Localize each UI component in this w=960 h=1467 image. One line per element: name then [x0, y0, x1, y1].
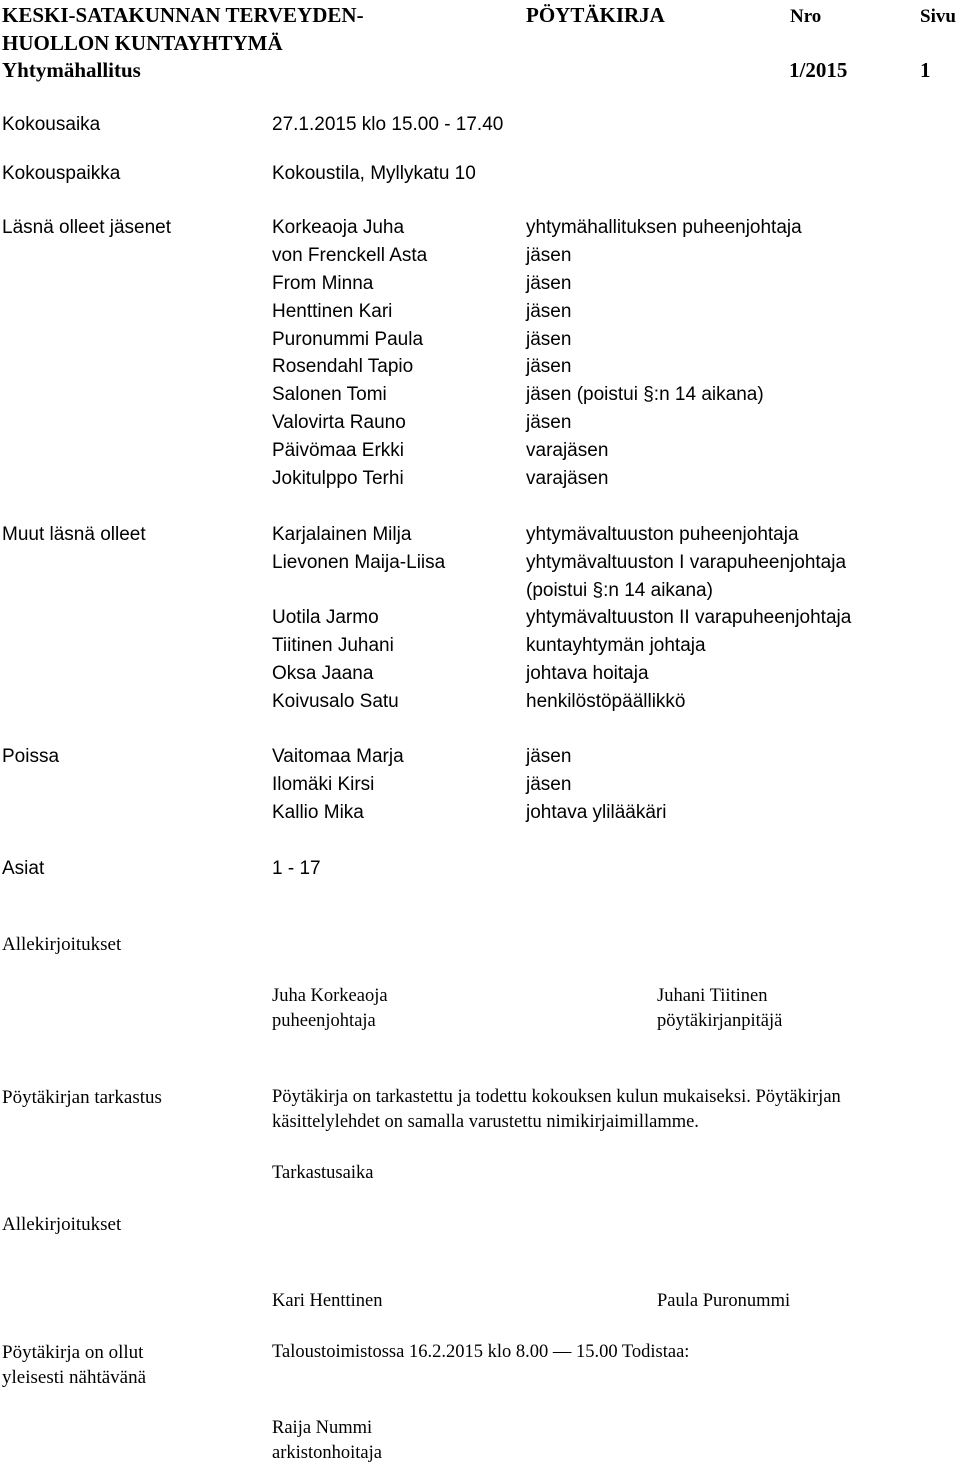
archivist-title: arkistonhoitaja: [272, 1443, 382, 1463]
attendee-role: yhtymävaltuuston I varapuheenjohtaja: [526, 552, 847, 573]
attendee-name: Uotila Jarmo: [272, 607, 379, 628]
meeting-place-value: Kokoustila, Myllykatu 10: [272, 163, 476, 184]
attendee-role: jäsen: [526, 329, 572, 350]
attendee-name: From Minna: [272, 273, 374, 294]
secretary-title: pöytäkirjanpitäjä: [657, 1011, 783, 1031]
reviewer-name-left: Kari Henttinen: [272, 1291, 383, 1311]
attendee-name: von Frenckell Asta: [272, 245, 428, 266]
attendee-name: Koivusalo Satu: [272, 691, 399, 712]
attendee-role: jäsen (poistui §:n 14 aikana): [526, 384, 764, 405]
attendee-role: jäsen: [526, 356, 572, 377]
organization-name-line2: HUOLLON KUNTAYHTYMÄ: [2, 31, 283, 55]
chair-title: puheenjohtaja: [272, 1011, 376, 1031]
attendee-name: Puronummi Paula: [272, 329, 424, 350]
attendee-role: johtava ylilääkäri: [526, 802, 667, 823]
attendee-name: Valovirta Rauno: [272, 412, 406, 433]
secretary-name: Juhani Tiitinen: [657, 986, 768, 1006]
attendee-name: Salonen Tomi: [272, 384, 387, 405]
meeting-place-label: Kokouspaikka: [2, 163, 121, 184]
attendee-role: henkilöstöpäällikkö: [526, 691, 686, 712]
attendee-role: yhtymävaltuuston II varapuheenjohtaja: [526, 607, 852, 628]
attendee-name: Päivömaa Erkki: [272, 440, 404, 461]
attendee-role: kuntayhtymän johtaja: [526, 635, 706, 656]
attendee-name: Tiitinen Juhani: [272, 635, 394, 656]
document-type: PÖYTÄKIRJA: [526, 3, 665, 27]
attendee-name: Rosendahl Tapio: [272, 356, 414, 377]
sivu-value: 1: [920, 58, 931, 82]
attendee-name: Korkeaoja Juha: [272, 217, 405, 238]
attendee-role: jäsen: [526, 301, 572, 322]
attendee-role-continuation: (poistui §:n 14 aikana): [526, 580, 713, 601]
review-text-line1: Pöytäkirja on tarkastettu ja todettu kokouksen kulun mukaiseksi. Pöytäkirjan: [272, 1087, 841, 1107]
attendee-role: yhtymähallituksen puheenjohtaja: [526, 217, 802, 238]
attendee-role: varajäsen: [526, 440, 609, 461]
review-label: Pöytäkirjan tarkastus: [2, 1087, 162, 1108]
chair-name: Juha Korkeaoja: [272, 986, 388, 1006]
review-signatures-label: Allekirjoitukset: [2, 1214, 122, 1235]
archivist-name: Raija Nummi: [272, 1418, 373, 1438]
governing-body: Yhtymähallitus: [2, 58, 141, 82]
attendee-role: jäsen: [526, 412, 572, 433]
nro-label: Nro: [790, 6, 822, 27]
attendee-role: jäsen: [526, 774, 572, 795]
reviewer-name-right: Paula Puronummi: [657, 1291, 791, 1311]
organization-name-line1: KESKI-SATAKUNNAN TERVEYDEN-: [2, 3, 364, 27]
present-members-label: Läsnä olleet jäsenet: [2, 217, 172, 238]
public-display-label-line2: yleisesti nähtävänä: [2, 1367, 147, 1388]
attendee-name: Vaitomaa Marja: [272, 746, 404, 767]
attendee-name: Jokitulppo Terhi: [272, 468, 404, 489]
attendee-role: jäsen: [526, 245, 572, 266]
attendee-name: Kallio Mika: [272, 802, 364, 823]
attendee-role: varajäsen: [526, 468, 609, 489]
attendee-role: jäsen: [526, 746, 572, 767]
attendee-name: Lievonen Maija-Liisa: [272, 552, 446, 573]
attendee-name: Oksa Jaana: [272, 663, 374, 684]
attendee-name: Karjalainen Milja: [272, 524, 412, 545]
meeting-time-label: Kokousaika: [2, 114, 101, 135]
attendee-role: yhtymävaltuuston puheenjohtaja: [526, 524, 799, 545]
review-time-label: Tarkastusaika: [272, 1163, 374, 1183]
attendee-role: jäsen: [526, 273, 572, 294]
absent-label: Poissa: [2, 746, 60, 767]
public-display-text: Taloustoimistossa 16.2.2015 klo 8.00 — 15.00 Todistaa:: [272, 1342, 690, 1362]
nro-value: 1/2015: [789, 58, 848, 82]
signatures-label: Allekirjoitukset: [2, 934, 122, 955]
review-text-line2: käsittelylehdet on samalla varustettu nimikirjaimillamme.: [272, 1112, 699, 1132]
other-present-label: Muut läsnä olleet: [2, 524, 146, 545]
public-display-label-line1: Pöytäkirja on ollut: [2, 1342, 144, 1363]
items-label: Asiat: [2, 858, 45, 879]
sivu-label: Sivu: [920, 6, 956, 27]
attendee-role: johtava hoitaja: [526, 663, 649, 684]
items-range: 1 - 17: [272, 858, 321, 879]
meeting-time-value: 27.1.2015 klo 15.00 - 17.40: [272, 114, 504, 135]
attendee-name: Ilomäki Kirsi: [272, 774, 375, 795]
attendee-name: Henttinen Kari: [272, 301, 393, 322]
